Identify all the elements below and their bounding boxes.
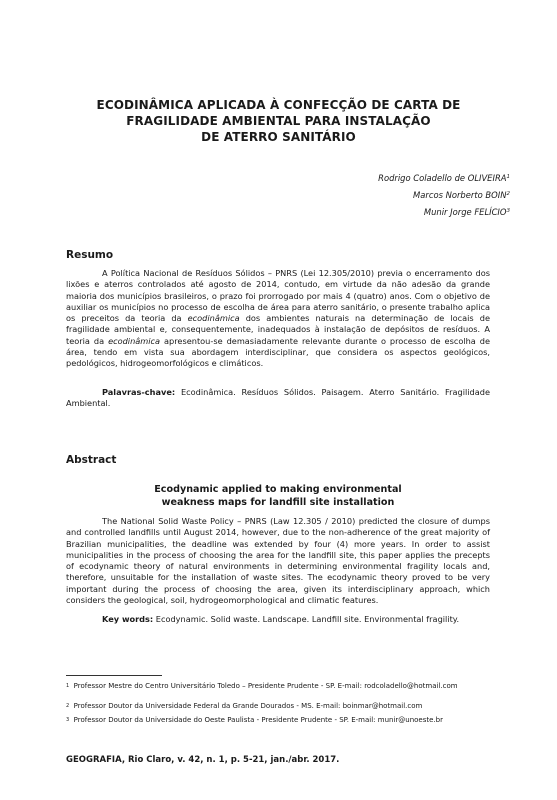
title-line: FRAGILIDADE AMBIENTAL PARA INSTALAÇÃO bbox=[126, 114, 431, 128]
resumo-text: A Política Nacional de Resíduos Sólidos – PNRS (Lei 12.305/2010) previa o encerramento dos lixões e aterros controlados até agosto de 2014, contudo, em virtude da não adesão da grande maioria dos municípios brasileiros, o prazo foi prorrogado por mais 4 (quatro) anos. Com o objetivo de auxiliar os municípios no processo de escolha de área para aterro sanitário, o presente trabalho aplica os preceitos da teoria da bbox=[66, 268, 490, 324]
footnote-number: 1 bbox=[66, 683, 70, 689]
abstract-body bbox=[66, 516, 490, 606]
footnote-marker: 1 bbox=[506, 174, 510, 180]
resumo-emphasis: ecodinâmica bbox=[108, 335, 161, 346]
author-name: Rodrigo Coladello de OLIVEIRA bbox=[378, 173, 507, 183]
author bbox=[378, 204, 510, 221]
resumo-heading: Resumo bbox=[66, 249, 114, 261]
article-title bbox=[60, 97, 497, 145]
resumo-emphasis: ecodinâmica bbox=[187, 313, 240, 324]
resumo-text: apresentou-se demasiadamente relevante durante o processo de escolha de área, tendo em vista sua abordagem interdisciplinar, que considera os aspectos geológicos, pedológicos, hidrogeomorfológicos e climáticos. bbox=[66, 335, 491, 369]
footnote bbox=[66, 702, 490, 712]
keywords-label: Key words: bbox=[102, 614, 154, 624]
author-name: Munir Jorge FELÍCIO bbox=[423, 207, 507, 217]
keywords-text: Ecodynamic. Solid waste. Landscape. Landfill site. Environmental fragility. bbox=[155, 614, 460, 624]
keywords-label: Palavras-chave: bbox=[102, 387, 176, 397]
author-name: Marcos Norberto BOIN bbox=[413, 190, 507, 200]
author bbox=[378, 170, 510, 187]
resumo-keywords bbox=[66, 387, 490, 410]
author bbox=[378, 187, 510, 204]
footnote-number: 3 bbox=[66, 717, 70, 723]
footnote-text: Professor Doutor da Universidade Federal da Grande Dourados - MS. E-mail: boinmar@hotmail.com bbox=[73, 702, 423, 710]
journal-citation: GEOGRAFIA, Rio Claro, v. 42, n. 1, p. 5-21, jan./abr. 2017. bbox=[66, 755, 340, 765]
resumo-body bbox=[66, 268, 490, 370]
abstract-title-line: Ecodynamic applied to making environmental bbox=[154, 484, 402, 495]
footnote-divider bbox=[66, 675, 162, 676]
title-line: ECODINÂMICA APLICADA À CONFECÇÃO DE CARTA DE bbox=[96, 98, 461, 112]
footnote bbox=[66, 716, 490, 726]
footnote-marker: 3 bbox=[506, 208, 510, 214]
abstract-title-line: weakness maps for landfill site installation bbox=[161, 496, 395, 508]
abstract-title bbox=[66, 484, 490, 509]
footnote-text: Professor Mestre do Centro Universitário Toledo – Presidente Prudente - SP. E-mail: rodcoladello@hotmail.com bbox=[73, 682, 458, 690]
abstract-heading: Abstract bbox=[66, 454, 117, 466]
abstract-text: The National Solid Waste Policy – PNRS (Law 12.305 / 2010) predicted the closure of dumps and controlled landfills until August 2014, however, due to the non-adherence of the great majority of Brazilian municipalities, the deadline was extended by four (4) more years. In order to assist municipalities in the process of choosing the area for the landfill site, this paper applies the precepts of ecodynamic theory of natural environments in determining environmental fragility locals and, therefore, unsuitable for the installation of waste sites. The ecodynamic theory proved to be very important during the process of choosing the area, given its interdisciplinary approach, which considers the geological, soil, hydrogeomorphological and climatic features. bbox=[66, 516, 490, 606]
keywords-text: Ecodinâmica. Resíduos Sólidos. Paisagem. Aterro Sanitário. Fragilidade Ambiental. bbox=[66, 387, 490, 409]
footnote-marker: 2 bbox=[506, 191, 510, 197]
footnote-text: Professor Doutor da Universidade do Oeste Paulista - Presidente Prudente - SP. E-mail: munir@unoeste.br bbox=[73, 716, 443, 724]
footnote-number: 2 bbox=[66, 703, 70, 709]
author-list bbox=[378, 170, 510, 221]
resumo-text: dos ambientes naturais na determinação de locais de fragilidade ambiental e, consequentemente, inadequados à instalação de depósitos de resíduos. A teoria da bbox=[66, 313, 490, 346]
title-line: DE ATERRO SANITÁRIO bbox=[201, 130, 356, 144]
footnote bbox=[66, 682, 490, 692]
abstract-keywords bbox=[66, 614, 490, 625]
